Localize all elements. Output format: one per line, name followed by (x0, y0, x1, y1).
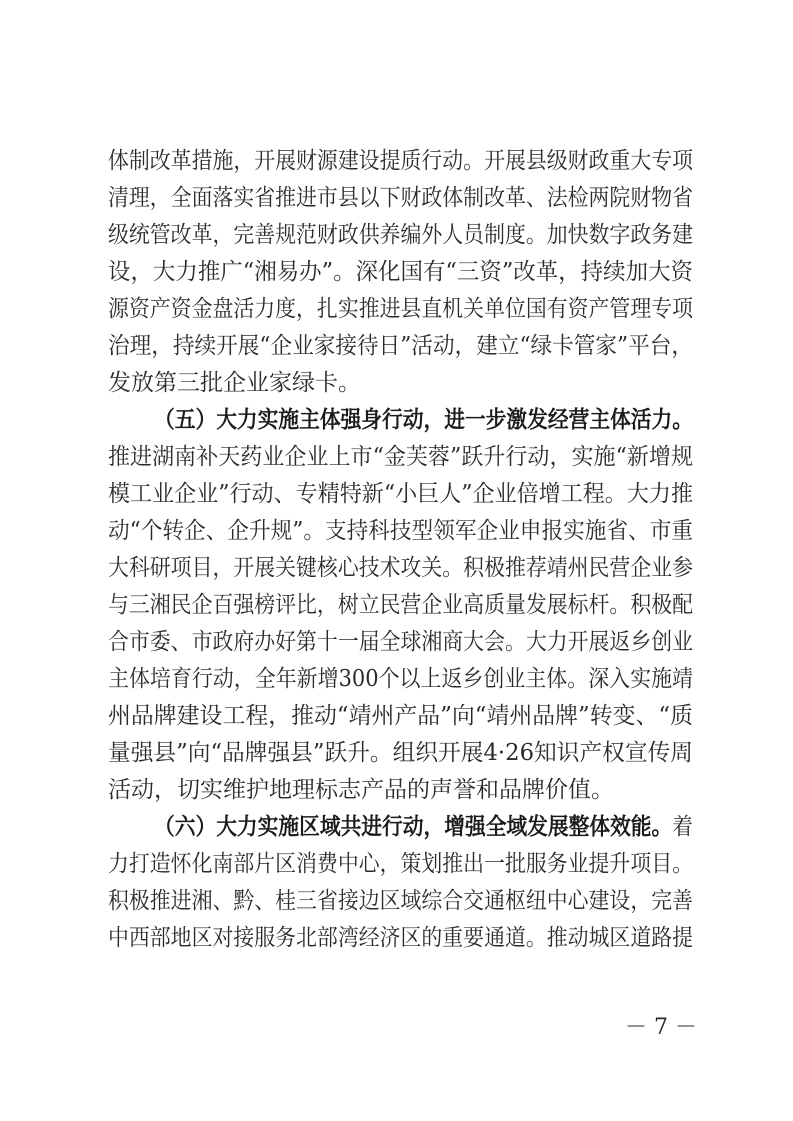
body-line: 体制改革措施，开展财源建设提质行动。开展县级财政重大专项 (108, 148, 693, 174)
page-number: － 7 － (625, 1015, 697, 1040)
body-line: 大科研项目，开展关键核心技术攻关。积极推荐靖州民营企业参 (108, 555, 693, 581)
body-line: 活动，切实维护地理标志产品的声誉和品牌价值。 (108, 777, 614, 803)
body-line: 动“个转企、企升规”。支持科技型领军企业申报实施省、市重 (108, 518, 693, 544)
body-line: 州品牌建设工程，推动“靖州产品”向“靖州品牌”转变、“质 (108, 703, 693, 729)
body-line: 积极推进湘、黔、桂三省接边区域综合交通枢纽中心建设，完善 (108, 888, 693, 914)
body-line: 源资产资金盘活力度，扎实推进县直机关单位国有资产管理专项 (108, 296, 693, 322)
heading-tail-text: 着 (672, 814, 693, 840)
section-heading: （五）大力实施主体强身行动，进一步激发经营主体活力。 (154, 406, 693, 433)
body-line: 量强县”向“品牌强县”跃升。组织开展4·26知识产权宣传周 (108, 740, 693, 766)
body-line: 级统管改革，完善规范财政供养编外人员制度。加快数字政务建 (108, 222, 693, 248)
body-line: 设，大力推广“湘易办”。深化国有“三资”改革，持续加大资 (108, 259, 693, 285)
body-line: 中西部地区对接服务北部湾经济区的重要通道。推动城区道路提 (108, 925, 693, 951)
body-line: 发放第三批企业家绿卡。 (108, 370, 361, 396)
body-line: 清理，全面落实省推进市县以下财政体制改革、法检两院财物省 (108, 185, 693, 211)
section-heading: （六）大力实施区域共进行动，增强全域发展整体效能。 (154, 813, 673, 840)
body-line: 力打造怀化南部片区消费中心，策划推出一批服务业提升项目。 (108, 851, 693, 877)
body-line: 模工业企业”行动、专精特新“小巨人”企业倍增工程。大力推 (108, 481, 693, 507)
body-line: 治理，持续开展“企业家接待日”活动，建立“绿卡管家”平台， (108, 333, 693, 359)
body-line: 合市委、市政府办好第十一届全球湘商大会。大力开展返乡创业 (108, 629, 693, 655)
section-heading-line (154, 812, 693, 842)
body-line: 推进湖南补天药业企业上市“金芙蓉”跃升行动，实施“新增规 (108, 444, 693, 470)
body-line: 与三湘民企百强榜评比，树立民营企业高质量发展标杆。积极配 (108, 592, 693, 618)
body-line: 主体培育行动，全年新增300个以上返乡创业主体。深入实施靖 (108, 666, 693, 692)
